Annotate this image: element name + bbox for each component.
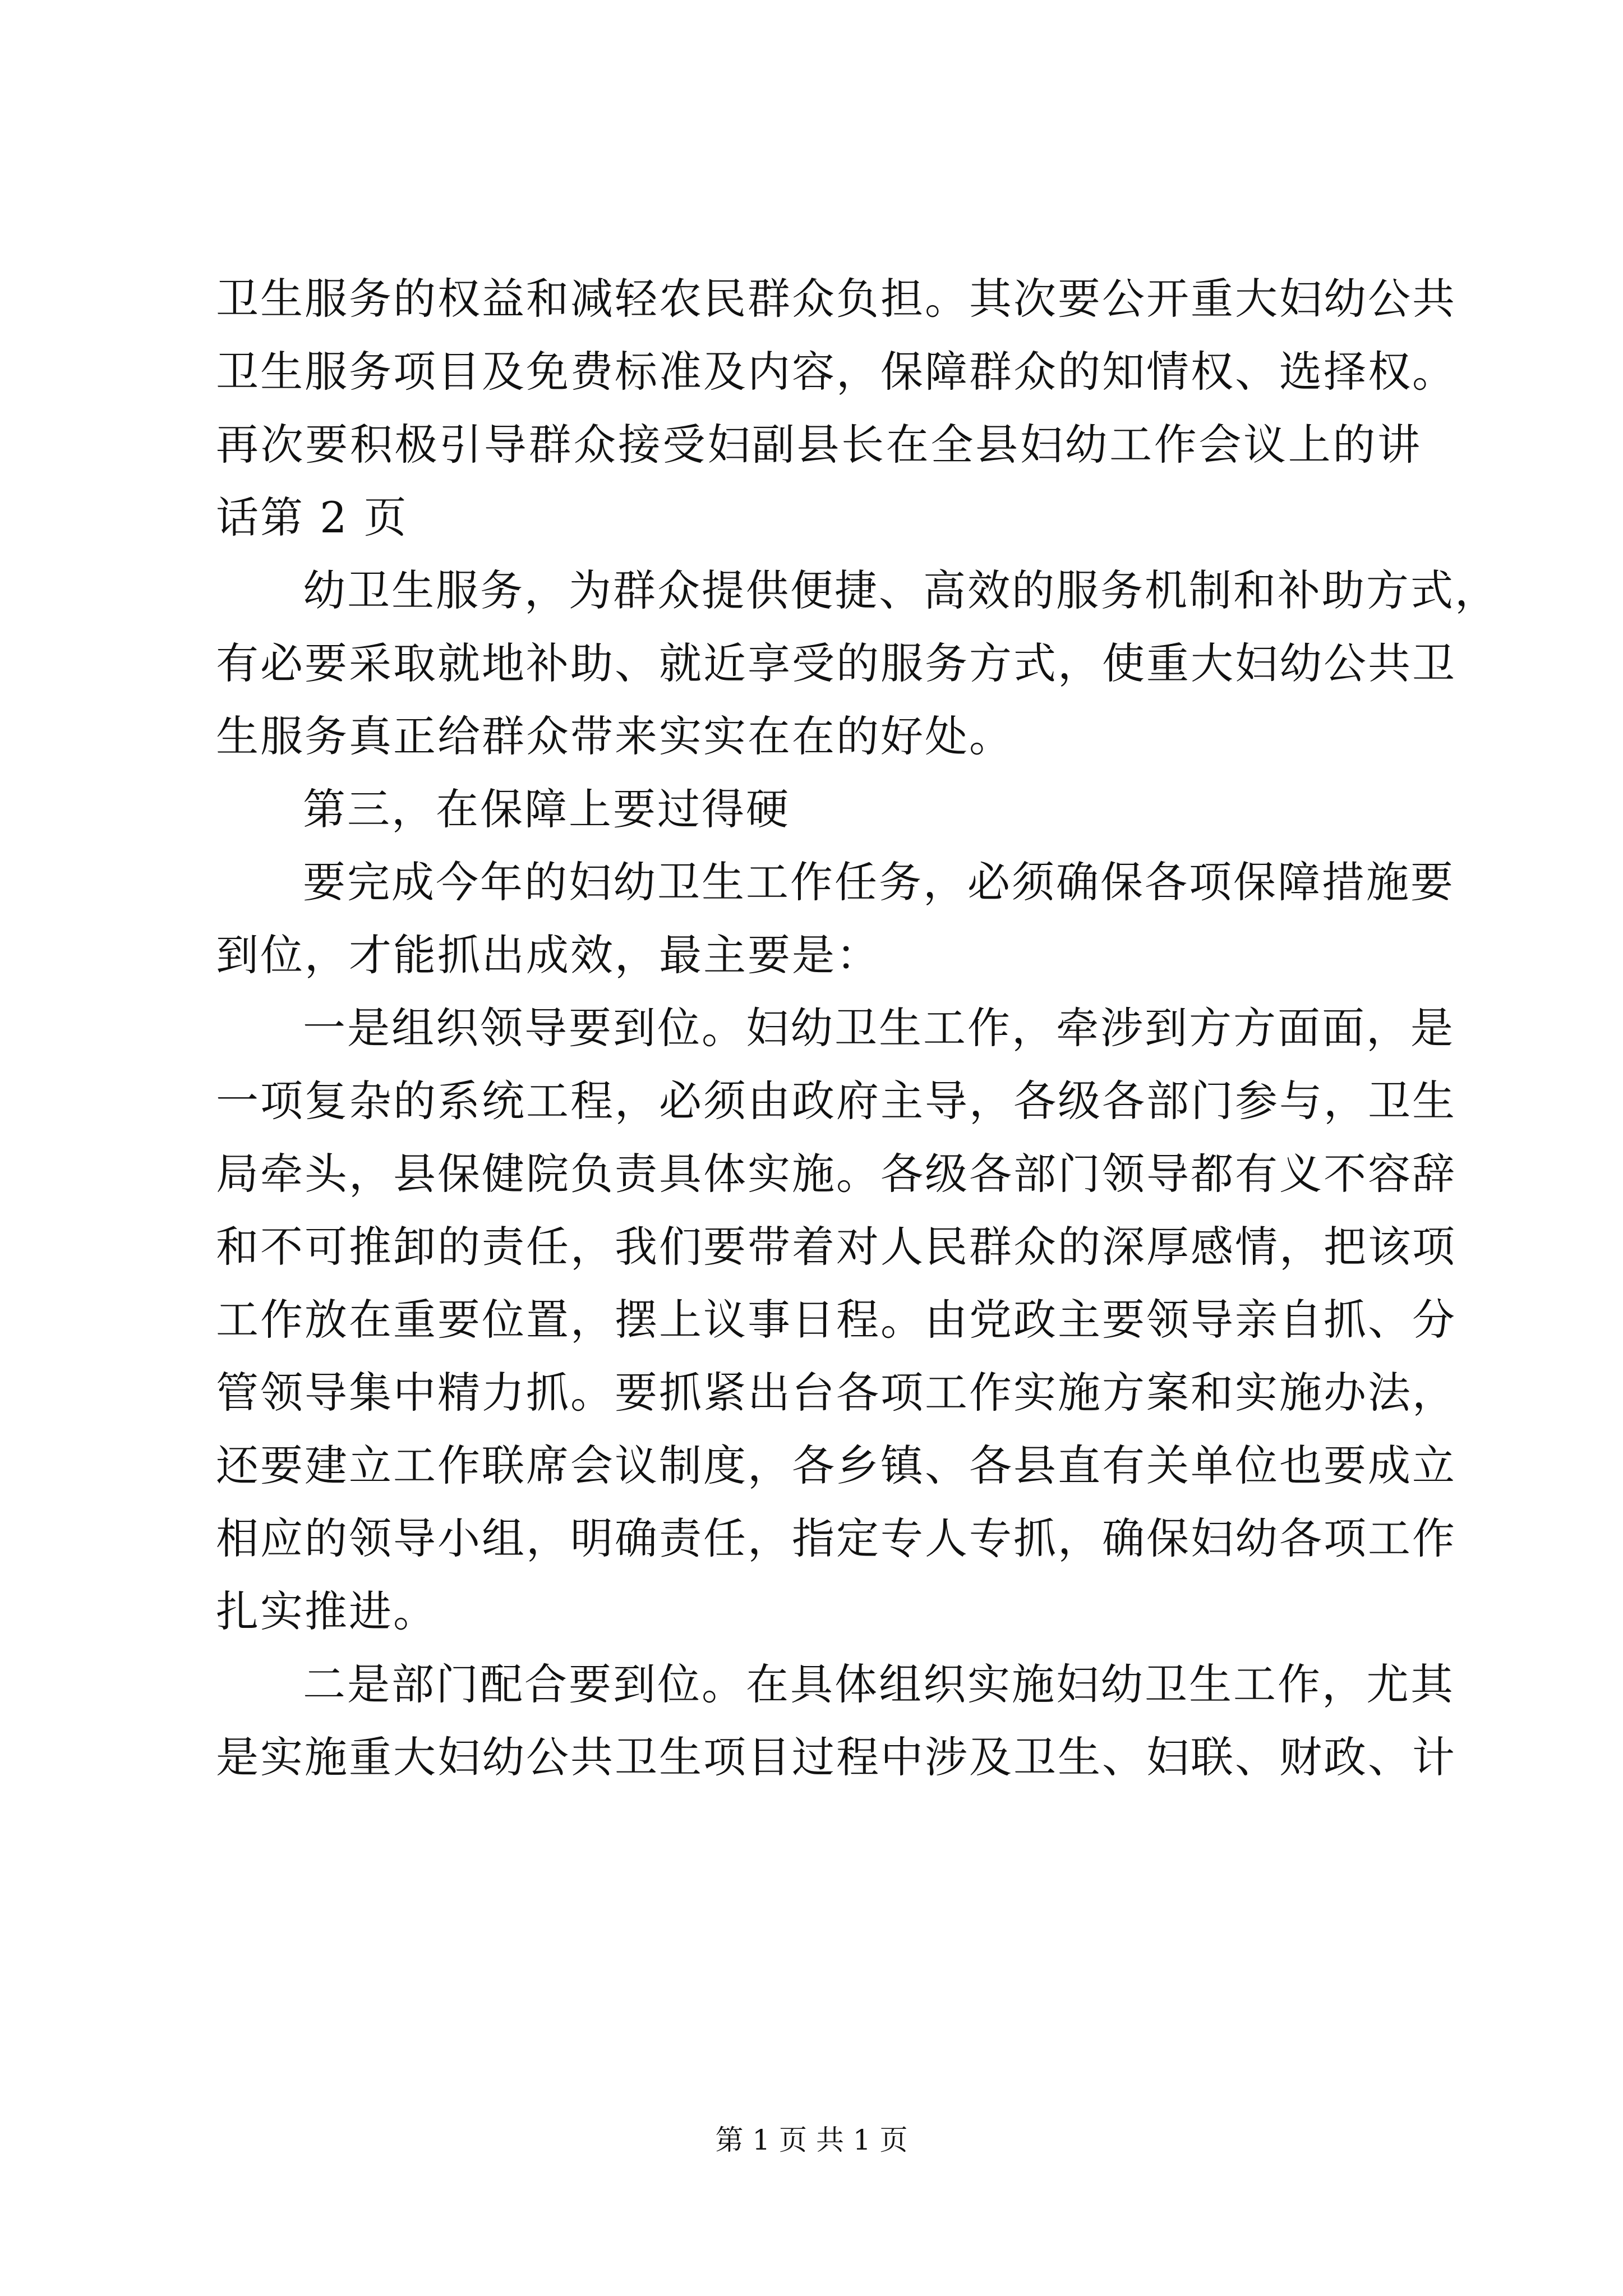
text-line: 卫生服务的权益和减轻农民群众负担。其次要公开重大妇幼公共 (216, 274, 1456, 324)
text-line: 是实施重大妇幼公共卫生项目过程中涉及卫生、妇联、财政、计 (216, 1732, 1456, 1782)
text-line: 还要建立工作联席会议制度，各乡镇、各县直有关单位也要成立 (216, 1441, 1456, 1490)
text-line: 管领导集中精力抓。要抓紧出台各项工作实施方案和实施办法， (216, 1368, 1456, 1418)
text-line: 一是组织领导要到位。妇幼卫生工作，牵涉到方方面面，是 (303, 1003, 1455, 1053)
text-line: 要完成今年的妇幼卫生工作任务，必须确保各项保障措施要 (303, 857, 1455, 907)
section-heading: 第三，在保障上要过得硬 (303, 784, 790, 834)
text-line: 工作放在重要位置，摆上议事日程。由党政主要领导亲自抓、分 (216, 1295, 1456, 1345)
text-line: 幼卫生服务，为群众提供便捷、高效的服务机制和补助方式， (303, 565, 1499, 615)
text-line: 相应的领导小组，明确责任，指定专人专抓，确保妇幼各项工作 (216, 1513, 1456, 1563)
text-line: 二是部门配合要到位。在具体组织实施妇幼卫生工作，尤其 (303, 1659, 1455, 1709)
document-body (216, 263, 1499, 1794)
text-line: 再次要积极引导群众接受妇副县长在全县妇幼工作会议上的讲 (216, 420, 1422, 470)
text-line: 局牵头，县保健院负责具体实施。各级各部门领导都有义不容辞 (216, 1149, 1456, 1199)
text-line: 有必要采取就地补助、就近享受的服务方式，使重大妇幼公共卫 (216, 638, 1456, 688)
text-line: 话第 2 页 (216, 493, 408, 542)
text-line: 扎实推进。 (216, 1586, 437, 1636)
text-line: 到位，才能抓出成效，最主要是： (216, 930, 880, 980)
page-number-label: 第 1 页 共 1 页 (715, 2124, 908, 2156)
text-line: 生服务真正给群众带来实实在在的好处。 (216, 711, 1013, 761)
page-footer (0, 2120, 1623, 2160)
text-line: 卫生服务项目及免费标准及内容，保障群众的知情权、选择权。 (216, 347, 1456, 397)
text-line: 和不可推卸的责任，我们要带着对人民群众的深厚感情，把该项 (216, 1222, 1456, 1272)
text-line: 一项复杂的系统工程，必须由政府主导，各级各部门参与，卫生 (216, 1076, 1456, 1126)
